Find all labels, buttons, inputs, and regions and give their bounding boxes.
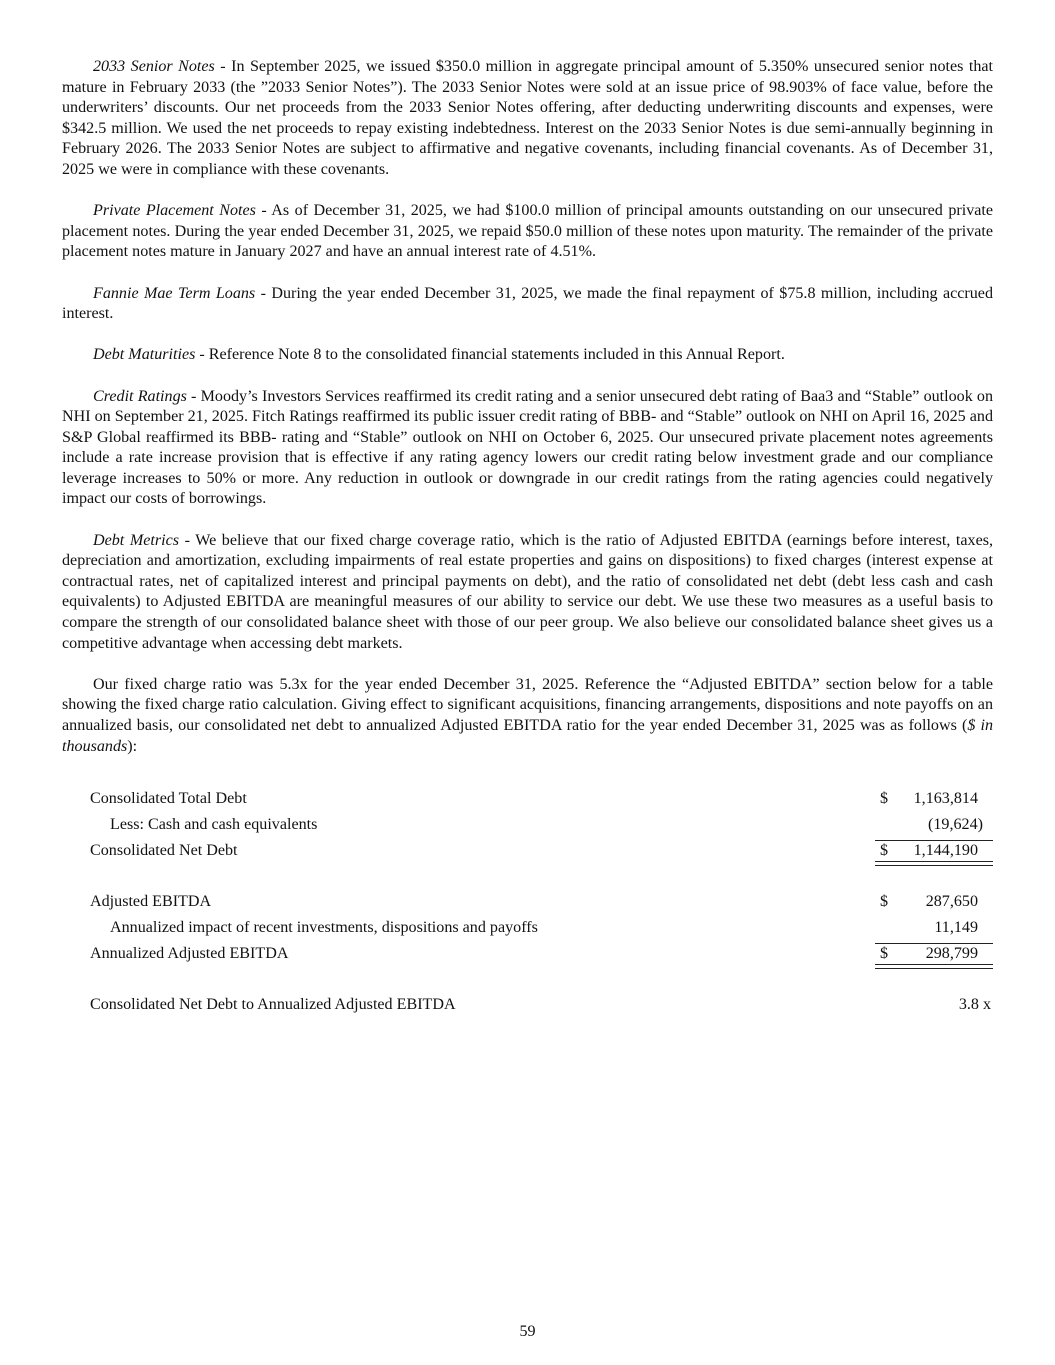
body-text — [62, 57, 993, 778]
row-label: Consolidated Net Debt — [90, 841, 238, 859]
paragraph-heading: Debt Metrics — [93, 531, 180, 549]
currency-symbol: $ — [880, 944, 889, 962]
amount-value: (19,624) — [928, 815, 983, 833]
paragraph-text: - Moody’s Investors Services reaffirmed its credit rating and a senior unsecured debt rating of Baa3 and “Stable” outlook on NHI on September 21, 2025. Fitch Ratings reaffirmed its public issuer credit rating of BBB- and “Stable” outlook on NHI on April 16, 2025 and S&P Global reaffirmed its BBB- rating and “Stable” outlook on NHI on October 6, 2025. Our unsecured private placement notes agreements include a rate increase provision that is effective if any rating agency lowers our credit rating below investment grade and our compliance leverage increases to 50% or more. Any reduction in outlook or downgrade in our credit ratings from the rating agencies could negatively impact our costs of borrowings. — [62, 387, 994, 508]
currency-symbol: $ — [880, 841, 889, 859]
paragraph-text: - We believe that our fixed charge coverage ratio, which is the ratio of Adjusted EBITDA (earnings before interest, taxes, depreciation and amortization, excluding impairments of real estate properties and gains on dispositions) to fixed charges (interest expense at contractual rates, net of capitalized interest and principal payments on debt), and the ratio of consolidated net debt (debt less cash and cash equivalents) to Adjusted EBITDA are meaningful measures of our ability to service our debt. We use these two measures as a useful basis to compare the strength of our consolidated balance sheet with those of our peer group. We also believe our consolidated balance sheet gives us a competitive advantage when accessing debt markets. — [62, 531, 994, 652]
table-row — [62, 841, 993, 867]
row-label: Consolidated Total Debt — [90, 790, 247, 807]
units-note: $ in thousands — [62, 717, 993, 755]
amount-cell — [875, 918, 993, 940]
paragraph-text: Our fixed charge ratio was 5.3x for the year ended December 31, 2025. Reference the “Adjusted EBITDA” section below for a table showing the fixed charge ratio calculation. Giving effect to significant acquisitions, financing arrangements, dispositions and note payoffs on an annualized basis, our consolidated net debt to annualized Adjusted EBITDA ratio for the year ended December 31, 2025 was as follows ( — [62, 675, 993, 734]
paragraph-text: - Reference Note 8 to the consolidated financial statements included in this Annual Report. — [195, 346, 785, 364]
table-row — [62, 815, 993, 841]
paragraph-text: - During the year ended December 31, 2025, we made the final repayment of $75.8 million, including accrued interest. — [62, 284, 994, 323]
net-debt-table — [62, 789, 993, 1021]
paragraph-debt-metrics — [62, 531, 993, 655]
paragraph-heading: 2033 Senior Notes — [93, 58, 215, 75]
paragraph-heading: Fannie Mae Term Loans — [93, 284, 256, 302]
table-row — [62, 892, 993, 918]
amount-cell — [875, 789, 993, 811]
amount-cell — [875, 815, 993, 837]
paragraph-text-end: ): — [127, 737, 138, 755]
amount-cell — [875, 840, 993, 863]
row-label: Adjusted EBITDA — [90, 893, 212, 911]
amount-value: 11,149 — [934, 918, 978, 936]
paragraph-text: - In September 2025, we issued $350.0 million in aggregate principal amount of 5.350% unsecured senior notes that mature in February 2033 (the ”2033 Senior Notes”). The 2033 Senior Notes were sold at an issue price of 98.903% of face value, before the underwriters’ discounts. Our net proceeds from the 2033 Senior Notes offering, after deducting underwriting discounts and expenses, were $342.5 million. We used the net proceeds to repay existing indebtedness. Interest on the 2033 Senior Notes is due semi-annually beginning in February 2026. The 2033 Senior Notes are subject to affirmative and negative covenants, including financial covenants. As of December 31, 2025 we were in compliance with these covenants. — [62, 58, 993, 178]
table-row — [62, 944, 993, 970]
row-label: Annualized Adjusted EBITDA — [90, 944, 289, 962]
page-number: 59 — [519, 1323, 536, 1340]
paragraph-2033-senior-notes — [62, 57, 993, 181]
amount-value: 298,799 — [925, 944, 978, 962]
table-spacer — [62, 866, 993, 892]
paragraph-fannie-mae-term-loans — [62, 284, 993, 325]
paragraph-text: - As of December 31, 2025, we had $100.0 million of principal amounts outstanding on our unsecured private placement notes. During the year ended December 31, 2025, we repaid $50.0 million of these notes upon maturity. The remainder of the private placement notes mature in January 2027 and have an annual interest rate of 4.51%. — [62, 202, 993, 261]
amount-value: 287,650 — [925, 893, 978, 911]
row-label: Consolidated Net Debt to Annualized Adjusted EBITDA — [90, 996, 456, 1014]
table-row — [62, 918, 993, 944]
currency-symbol: $ — [880, 893, 889, 911]
paragraph-fixed-charge-ratio — [62, 675, 993, 757]
paragraph-credit-ratings — [62, 387, 993, 511]
paragraph-heading: Private Placement Notes — [93, 202, 256, 220]
paragraph-heading: Credit Ratings — [93, 387, 187, 405]
table-row — [62, 789, 993, 815]
paragraph-debt-maturities — [62, 345, 993, 366]
row-label: Annualized impact of recent investments, dispositions and payoffs — [110, 918, 538, 936]
paragraph-private-placement-notes — [62, 201, 993, 263]
currency-symbol: $ — [880, 790, 889, 807]
row-label: Less: Cash and cash equivalents — [110, 815, 318, 833]
amount-value: 1,163,814 — [913, 790, 978, 807]
amount-cell — [875, 943, 993, 966]
ratio-value: 3.8 x — [958, 996, 991, 1014]
amount-value: 1,144,190 — [913, 841, 978, 859]
table-spacer — [62, 970, 993, 996]
amount-cell — [875, 892, 993, 914]
paragraph-heading: Debt Maturities — [93, 346, 196, 364]
table-row — [62, 995, 993, 1021]
